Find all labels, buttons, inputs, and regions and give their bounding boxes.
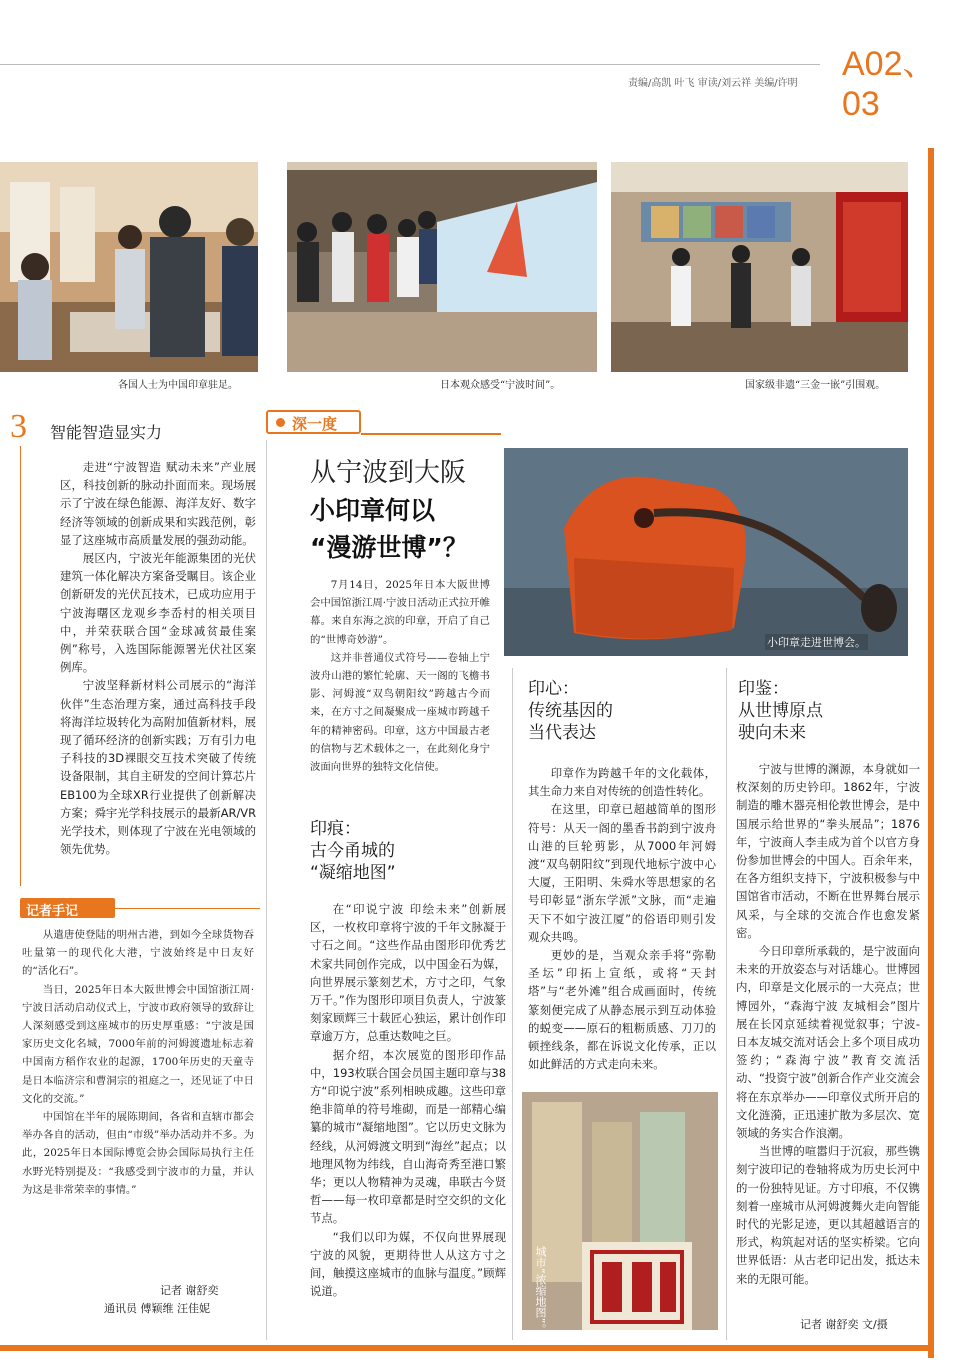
- section-title: 智能智造显实力: [50, 423, 163, 442]
- photo3-caption: 国家级非遗“三金一嵌”引围观。: [745, 380, 886, 391]
- editor-credits: 责编/高凯 叶飞 审读/刘云祥 美编/许明: [628, 78, 798, 89]
- photo-intangible-heritage: [611, 162, 908, 372]
- sub3-title-line1: 印鉴：: [738, 679, 789, 699]
- photo2-caption: 日本观众感受“宁波时间”。: [440, 380, 561, 391]
- sub1-title-line3: “凝缩地图”: [310, 863, 396, 883]
- sub2-heading: [528, 678, 613, 744]
- feature-byline: 记者 谢舒奕 文/摄: [800, 1318, 888, 1331]
- section3-paragraph: 宁波坚释新材料公司展示的“海洋伙伴”生态治理方案，通过高科技手段将海洋垃圾转化为高附加值新材料，展现了循环经济的创新实践；万有引力电子科技的3D裸眼交互技术突破了传统设备限制，其自主研发的空间计算芯片EB100为全球XR行业提供了创新解决方案；舜宇光学科技展示的最新AR/VR光学技术，则体现了宁波在光电领域的领先优势。: [60, 678, 256, 857]
- memo-paragraph: 中国馆在半年的展陈期间，各省和直辖市都会举办各自的活动，但由“市级”举办活动并不多。为此，2025年日本国际博览会协会国际局执行主任水野光特别提及：“我感受到宁波市的力量，并认为这是非常荣幸的事情。”: [22, 1111, 254, 1196]
- sub3-heading: [738, 678, 823, 744]
- sub2-paragraph: 在这里，印章已超越简单的图形符号：从天一阁的墨香书韵到宁波舟山港的巨轮剪影，从7000年河姆渡“双鸟朝阳纹”到现代地标宁波中心大厦，王阳明、朱舜水等思想家的名号印彰显“浙东学派”文脉，而“走遍天下不如宁波江厦”的俗语印则引发观众共鸣。: [528, 802, 716, 944]
- page-number: A02、03: [842, 45, 937, 123]
- sub1-body: [310, 900, 506, 1300]
- memo-byline-reporter: 记者 谢舒奕: [160, 1284, 219, 1297]
- memo-paragraph: 从遣唐使登陆的明州古港，到如今全球货物吞吐量第一的现代化大港，宁波始终是中日友好的“活化石”。: [22, 929, 254, 978]
- photo-seal: [504, 448, 908, 656]
- section3-paragraph: 展区内，宁波光年能源集团的光伏建筑一体化解决方案备受瞩目。该企业创新研发的光伏瓦技术，已成功应用于宁波海曙区龙观乡李岙村的相关项目中，并荣获联合国“金球减贫最佳案例”称号，入选国际能源署光伏社区案例库。: [60, 551, 256, 675]
- section3-body: [60, 458, 256, 858]
- intro-paragraph: 7月14日，2025年日本大阪世博会中国馆浙江周·宁波日活动正式拉开帷幕。来自东海之滨的印章，开启了自己的“世博奇妙游”。: [310, 579, 490, 646]
- sub3-paragraph: 今日印章所承载的，是宁波面向未来的开放姿态与对话雄心。世博园内，印章是文化展示的一大亮点；世博园外，“森海宁波 友城相会”图片展在长冈京延续着视觉叙事；宁波-日本友城交流对话会上多个项目成功签约；“森海宁波”教育交流活动、“投资宁波”创新合作产业交流会将在东京举办——印章仪式所开启的文化涟漪，正迅速扩散为多层次、宽领域的务实合作浪潮。: [736, 944, 920, 1141]
- memo-paragraph: 当日，2025年日本大阪世博会中国馆浙江周·宁波日活动启动仪式上，宁波市政府领导的致辞让人深刻感受到这座城市的历史厚重感：“宁波是国家历史文化名城，7000年前的河姆渡遗址标志着中国南方稻作农业的起源，1700年历史的天童寺是日本临济宗和曹洞宗的祖庭之一，还见证了中日文化的交流。”: [22, 983, 254, 1105]
- headline-line2: 小印章何以: [310, 496, 436, 525]
- sub1-paragraph: 在“印说宁波 印绘未来”创新展区，一枚枚印章将宁波的千年文脉凝于寸石之间。“这些作品由图形印优秀艺术家共同创作完成，以中国金石为媒，向世界展示篆刻艺术，方寸之印，气象万千。”作为图形印项目负责人，宁波篆刻家顾辉三十载匠心独运，累计创作印章逾万方，总重达数吨之巨。: [310, 902, 506, 1044]
- sub2-paragraph: 印章作为跨越千年的文化载体，其生命力来自对传统的创造性转化。: [528, 766, 716, 799]
- section3-paragraph: 走进“宁波智造 赋动未来”产业展区，科技创新的脉动扑面而来。现场展示了宁波在绿色能源、海洋友好、数字经济等领域的创新成果和实践范例，彰显了这座城市高质量发展的强劲动能。: [60, 460, 256, 547]
- sub2-title-line1: 印心：: [528, 679, 579, 699]
- intro-paragraph: 这并非普通仪式符号——卷轴上宁波舟山港的繁忙轮廓、天一阁的飞檐书影、河姆渡“双鸟朝阳纹”跨越古今而来，在方寸之间凝聚成一座城市跨越千年的精神密码。印章，这方中国最古老的信物与艺术载体之一，在此刻化身宁波面向世界的独特文化信使。: [310, 651, 490, 774]
- sub3-title-line2: 从世博原点: [738, 701, 823, 721]
- photo-exhibition-visitors: [0, 162, 258, 372]
- sub3-body: [736, 760, 920, 1288]
- sub2-body: [528, 764, 716, 1073]
- sub1-paragraph: 据介绍，本次展览的图形印作品中，193枚联合国会员国主题印章与38方“印说宁波”系列相映成趣。这些印章绝非简单的符号堆砌，而是一部精心编纂的城市“凝缩地图”。它以历史文脉为经线，从河姆渡文明到“海丝”起点；以地理风物为纬线，自山海奇秀至港口繁华；更以人物精神为灵魂，串联古今贤哲——每一枚印章都是时空交织的文化节点。: [310, 1047, 506, 1226]
- sub1-title-line1: 印痕：: [310, 819, 361, 839]
- tag-dot: [276, 418, 285, 427]
- depth-tag: [266, 410, 361, 434]
- header-rule: [0, 64, 820, 65]
- memo-body: [22, 926, 254, 1199]
- memo-byline-correspondents: 通讯员 傅颖维 汪佳妮: [104, 1302, 210, 1315]
- photo-ningbo-time: [287, 162, 597, 372]
- right-border: [928, 148, 934, 1358]
- headline-line3: “漫游世博”？: [310, 533, 468, 562]
- sub2-title-line2: 传统基因的: [528, 701, 613, 721]
- headline-main: [310, 492, 468, 566]
- column-divider: [512, 668, 513, 1340]
- reporter-memo-label: 记者手记: [20, 898, 115, 918]
- sub3-paragraph: 当世博的喧嚣归于沉寂，那些镌刻宁波印记的卷轴将成为历史长河中的一份独特见证。方寸印痕，不仅镌刻着一座城市从河姆渡舞火走向智能时代的光影足迹，更以其超越语言的形式，构筑起对话的坚实桥梁。它向世界低语：从古老印记出发，抵达未来的无限可能。: [736, 1144, 920, 1286]
- column-divider: [726, 668, 727, 1340]
- photo1-caption: 各国人士为中国印章驻足。: [118, 380, 238, 391]
- city-seal-caption: 城市“浓缩地图”。: [534, 1246, 547, 1335]
- memo-rule: [115, 908, 260, 909]
- sub1-paragraph: “我们以印为媒，不仅向世界展现宁波的风貌，更期待世人从这方寸之间，触摸这座城市的血脉与温度。”顾辉说道。: [310, 1229, 506, 1299]
- headline-line1: 从宁波到大阪: [310, 458, 467, 488]
- column-divider: [266, 440, 267, 1340]
- sub1-heading: [310, 818, 396, 884]
- sub3-paragraph: 宁波与世博的渊源，本身就如一枚深刻的历史钤印。1862年，宁波制造的雕木器亮相伦敦世博会，是中国展示给世界的“拳头展品”；1876年，宁波商人李圭成为首个以官方身份参加世博会的中国人。百余年来，在各方组织支持下，宁波积极参与中国馆省市活动，不断在世界舞台展示风采，与全球的交流合作也愈发紧密。: [736, 762, 920, 940]
- feature-intro: [310, 576, 490, 776]
- bottom-border: [0, 1345, 934, 1351]
- tag-rule: [361, 433, 501, 435]
- section-number: 3: [10, 408, 27, 445]
- sub2-paragraph: 更妙的是，当观众亲手将“弥勒圣坛”印拓上宣纸，或将“天封塔”与“老外滩”组合成画面时，传统篆刻便完成了从静态展示到互动体验的蜕变——原石的粗粝质感、刀刀的顿挫线条，都在诉说文化传承，正以如此鲜活的方式走向未来。: [528, 948, 716, 1072]
- photo-city-seals: [522, 1092, 718, 1330]
- section-side-rule: [20, 446, 21, 886]
- sub1-title-line2: 古今甬城的: [310, 841, 395, 861]
- sub2-title-line3: 当代表达: [528, 723, 596, 743]
- seal-caption: 小印章走进世博会。: [767, 636, 866, 649]
- sub3-title-line3: 驶向未来: [738, 723, 806, 743]
- depth-tag-label: 深一度: [292, 415, 338, 433]
